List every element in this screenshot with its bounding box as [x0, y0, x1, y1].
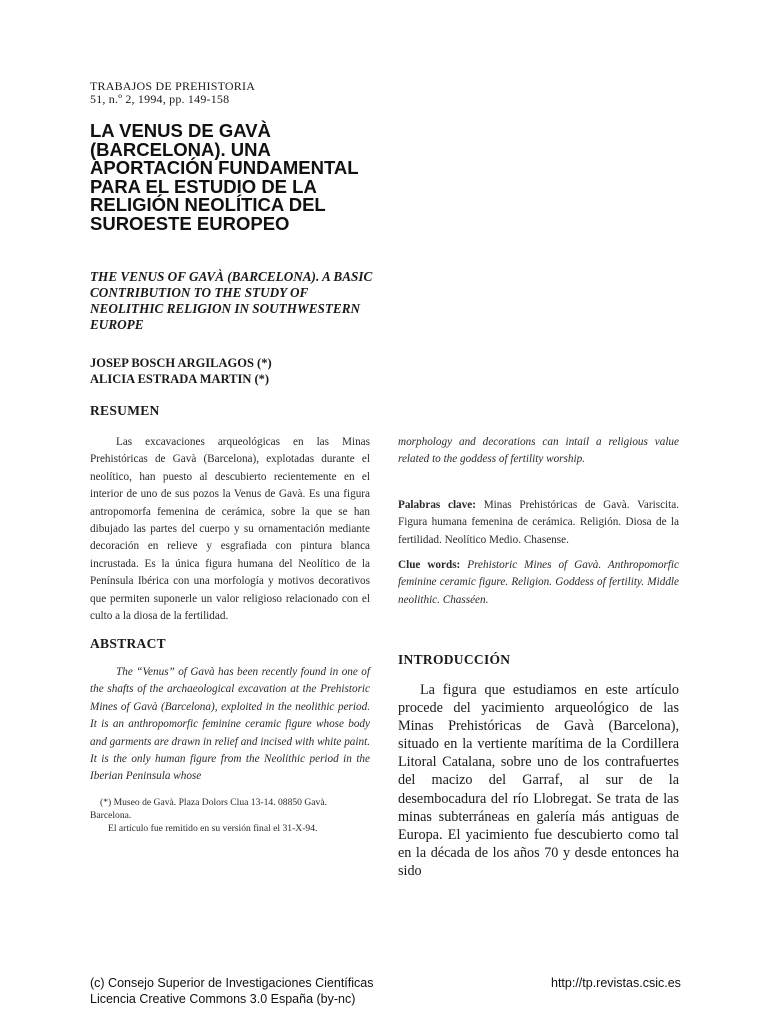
article-english-title: THE VENUS OF GAVÀ (BARCELONA). A BASIC CONTRIBUTION TO THE STUDY OF NEOLITHIC RELIGION IN SOUTHWESTERN EUROPE: [90, 269, 373, 332]
abstract-continuation: [398, 434, 679, 469]
authors: [90, 355, 272, 387]
journal-name: TRABAJOS DE PREHISTORIA: [90, 79, 256, 93]
clue-words: [398, 557, 679, 609]
footnote: [90, 796, 370, 835]
clue-words-text: Prehistoric Mines of Gavà. Anthropomorfic feminine ceramic figure. Religion. Goddess of fertility. Middle neolithic. Chasséen.: [398, 559, 679, 606]
introduccion-text: La figura que estudiamos en este artículo procede del yacimiento arqueológico de las Minas Prehistóricas de Gavà (Barcelona), situado en la vertiente marítima de la Cordillera Litoral Catalana, sobre uno de los contrafuertes del macizo del Garraf, al sur de la desembocadura del río Llobregat. Se trata de las minas subterráneas en galería más antiguas de Europa. El yacimiento fue descubierto como tal en la década de los años 70 y desde entonces ha sido: [398, 682, 679, 879]
introduccion-body: [398, 681, 679, 880]
introduccion-heading: INTRODUCCIÓN: [398, 652, 511, 667]
footer-copyright: (c) Consejo Superior de Investigaciones Científicas: [90, 976, 374, 990]
abstract-heading: ABSTRACT: [90, 636, 166, 651]
resumen-body: [90, 434, 370, 625]
author-1: JOSEP BOSCH ARGILAGOS (*): [90, 356, 272, 370]
resumen-heading: RESUMEN: [90, 403, 160, 418]
keywords-label: Palabras clave:: [398, 499, 476, 511]
footer-url[interactable]: http://tp.revistas.csic.es: [551, 976, 681, 990]
footnote-received: El artículo fue remitido en su versión final el 31-X-94.: [108, 823, 318, 834]
footnote-address: (*) Museo de Gavà. Plaza Dolors Clua 13-14. 08850 Gavà. Barcelona.: [90, 797, 327, 821]
abstract-text: The “Venus” of Gavà has been recently found in one of the shafts of the archaeological excavation at the Prehistoric Mines of Gavà (Barcelona), exploited in the neolithic period. It is an anthropomorfic feminine ceramic figure whose body and garments are drawn in relief and incised with white paint. It is the only human figure from the Neolithic period in the Iberian Peninsula whose: [90, 666, 370, 783]
abstract-continuation-text: morphology and decorations can intail a religious value related to the goddess of fertility worship.: [398, 436, 679, 466]
journal-header: [90, 80, 255, 106]
footer-license-text: Licencia Creative Commons 3.0 España (by-nc): [90, 991, 356, 1006]
journal-citation: 51, n.º 2, 1994, pp. 149-158: [90, 92, 230, 106]
author-2: ALICIA ESTRADA MARTIN (*): [90, 372, 270, 386]
footer-license: [90, 976, 373, 1007]
resumen-text: Las excavaciones arqueológicas en las Minas Prehistóricas de Gavà (Barcelona), explotadas durante el neolítico, han puesto al descubierto recientemente en el interior de uno de sus pozos la Venus de Gavà. Es una figura antropomorfa femenina de cerámica, sobre la que se han dibujado las partes del cuerpo y su ornamentación mediante decoración en relieve y esgrafiada con pintura blanca incrustada. Es la única figura humana del Neolítico de la Península Ibérica con una morfología y motivos decorativos que permiten suponerle un valor religioso relacionado con el culto a la diosa de la fertilidad.: [90, 436, 370, 623]
keywords-text: Minas Prehistóricas de Gavà. Variscita. Figura humana femenina de cerámica. Religión. Diosa de la fertilidad. Neolítico Medio. Chasense.: [398, 499, 680, 546]
article-title: LA VENUS DE GAVÀ (BARCELONA). UNA APORTACIÓN FUNDAMENTAL PARA EL ESTUDIO DE LA RELIGIÓN NEOLÍTICA DEL SUROESTE EUROPEO: [90, 120, 359, 234]
clue-words-label: Clue words:: [398, 559, 461, 571]
keywords: [398, 497, 679, 549]
abstract-body: [90, 664, 370, 786]
